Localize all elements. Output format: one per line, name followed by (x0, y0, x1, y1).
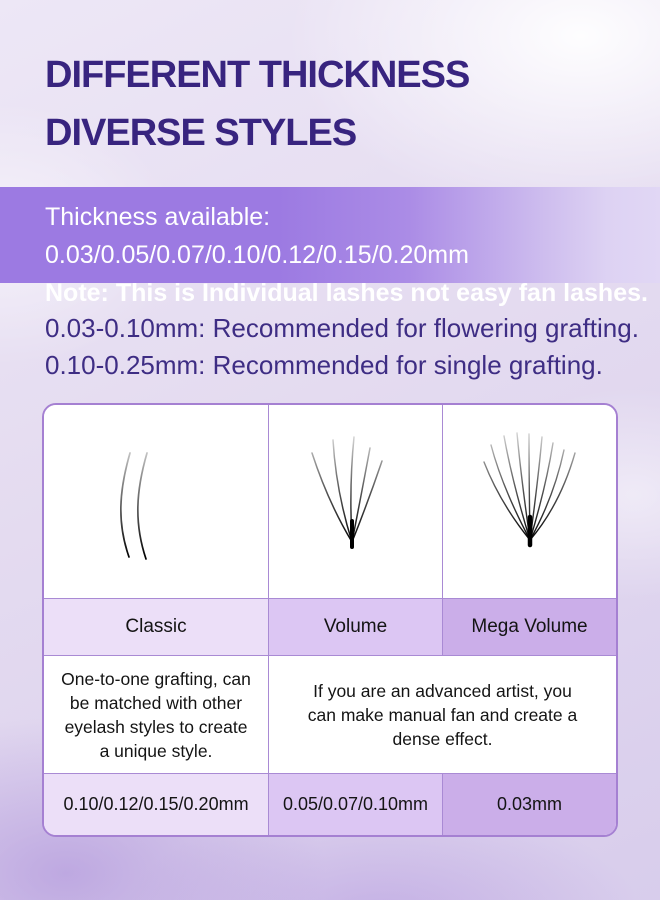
page-title-line1: DIFFERENT THICKNESS (45, 54, 470, 96)
style-label-volume: Volume (268, 598, 442, 655)
mega-volume-lash-illustration (442, 405, 616, 598)
classic-single-lash-pair-icon (44, 407, 268, 597)
banner-note-text: Note: This is Individual lashes not easy fan lashes. (45, 279, 648, 307)
volume-lash-illustration (268, 405, 442, 598)
thickness-classic: 0.10/0.12/0.15/0.20mm (44, 773, 268, 835)
thickness-volume: 0.05/0.07/0.10mm (268, 773, 442, 835)
volume-lash-fan-icon (270, 407, 442, 597)
grafting-recommendations (45, 310, 639, 384)
lash-style-comparison-table (42, 403, 618, 837)
style-label-classic: Classic (44, 598, 268, 655)
style-label-mega-volume: Mega Volume (442, 598, 616, 655)
mega-volume-dense-fan-icon (444, 407, 616, 597)
classic-lash-illustration (44, 405, 268, 598)
recommendation-flowering: 0.03-0.10mm: Recommended for flowering grafting. (45, 313, 639, 343)
page-title (45, 46, 469, 162)
description-classic: One-to-one grafting, can be matched with other eyelash styles to create a unique style. (44, 655, 268, 773)
page-title-line2: DIVERSE STYLES (45, 112, 357, 154)
thickness-banner (0, 187, 660, 307)
recommendation-single: 0.10-0.25mm: Recommended for single grafting. (45, 350, 603, 380)
thickness-available-text: Thickness available: 0.03/0.05/0.07/0.10/0.12/0.15/0.20mm (45, 203, 469, 269)
description-volume-mega: If you are an advanced artist, you can make manual fan and create a dense effect. (268, 655, 616, 773)
thickness-mega-volume: 0.03mm (442, 773, 616, 835)
